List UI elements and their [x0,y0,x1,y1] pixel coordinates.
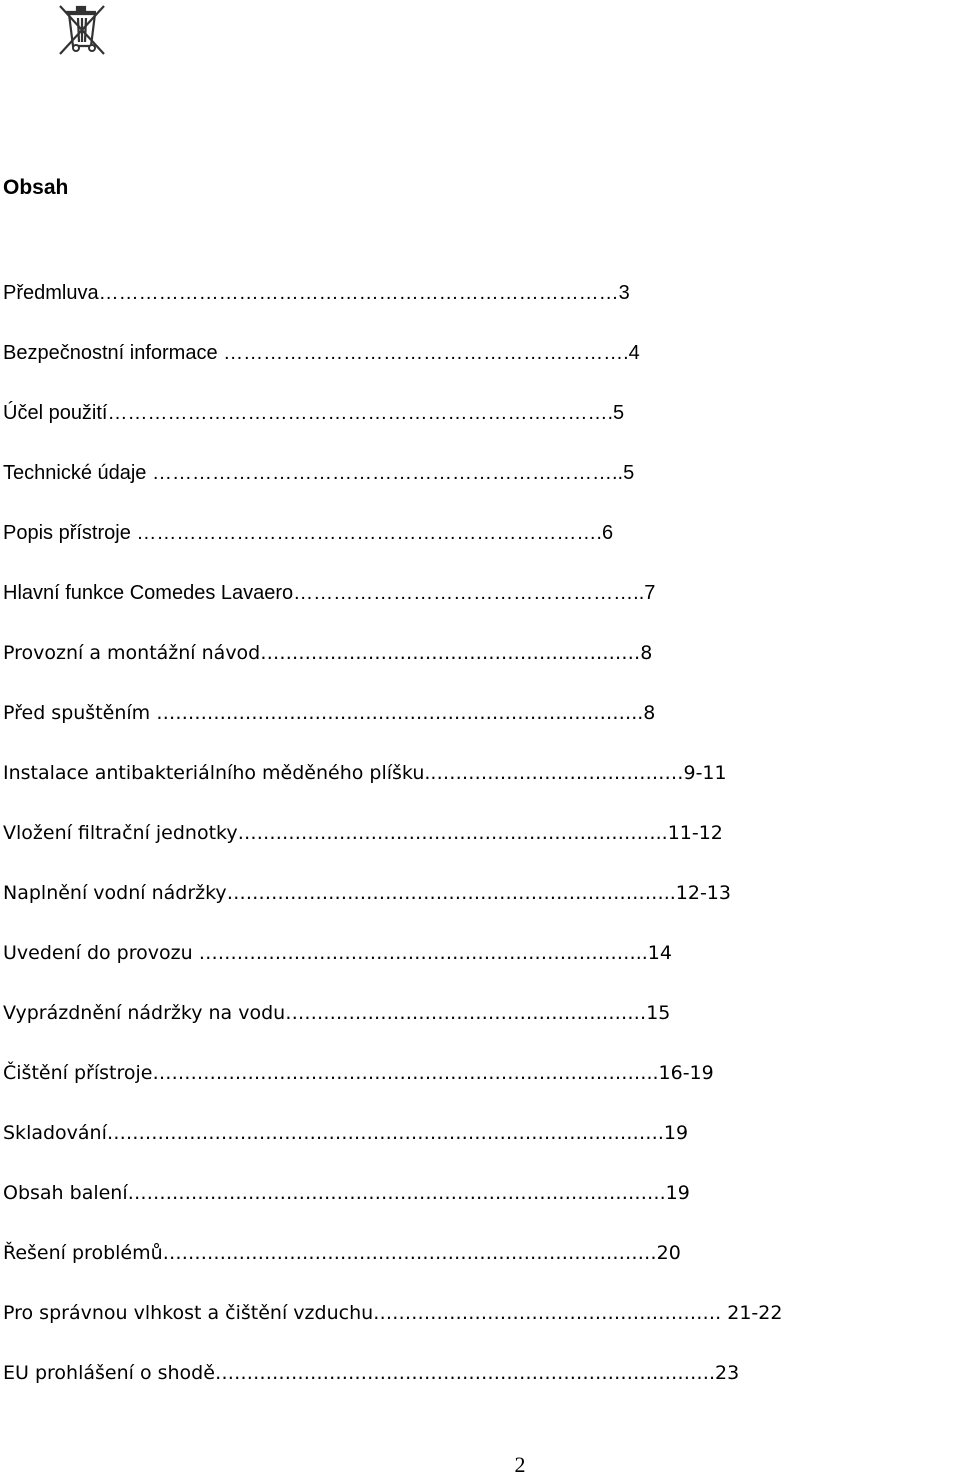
toc-entry-page: 9-11 [683,762,727,784]
toc-entry-label: Popis přístroje [3,522,137,544]
toc-entry-label: Vyprázdnění nádržky na vodu [3,1002,286,1024]
toc-entry-page: .19 [659,1182,690,1204]
toc-entry-leader: ………………………………………………… [285,1002,647,1024]
toc-entry[interactable] [3,1119,953,1179]
toc-entry-page: ..11-12 [655,822,723,844]
toc-entry-label: Naplnění vodní nádržky [3,882,227,904]
toc-entry-leader: …………………………………………………………………………… [106,1122,658,1144]
toc-entry-label: Provozní a montážní návod [3,642,261,664]
toc-entry-leader: …………………………………………… [293,582,634,604]
toc-entry-page: . 21-22 [715,1302,783,1324]
toc-entry-page: 3 [618,282,630,304]
toc-entry-leader: …………………………………………………… [260,642,641,664]
toc-entry-page: 8 [640,642,653,664]
toc-entry-label: Skladování [3,1122,107,1144]
toc-entry-leader: …………………………………………………………………… [214,1362,709,1384]
toc-entry-label: EU prohlášení o shodě [3,1362,215,1384]
toc-entry-leader: ………………………………… [436,762,684,784]
toc-entry[interactable] [3,399,953,459]
toc-entry-leader: …………………………………………………… [223,342,624,364]
toc-entry-page: ..8 [631,702,656,724]
toc-entry-label: Hlavní funkce Comedes Lavaero [3,582,294,604]
toc-entry[interactable] [3,759,953,819]
toc-entry-page: ..14 [635,942,672,964]
toc-entry-label: Technické údaje [3,462,152,484]
toc-entry-leader: ………………………………………………………………………… [127,1182,660,1204]
toc-entry-leader: …………………………………………………………………… [162,1242,657,1264]
toc-entry-page: .4 [623,342,640,364]
toc-entry[interactable] [3,939,953,999]
toc-entry[interactable] [3,639,953,699]
toc-entry-leader: …………………………………………………………………… [152,1062,647,1084]
toc-entry-label: Uvedení do provozu [3,942,199,964]
toc-entry-page: 15 [646,1002,671,1024]
crossed-out-wheelie-bin-icon [52,2,112,58]
toc-entry-label: Bezpečnostní informace [3,342,224,364]
toc-entry-page: .19 [657,1122,689,1144]
toc-entry-leader: …………………………………………………………… [136,522,597,544]
toc-entry-leader: …………………………………………………………………… [98,282,619,304]
toc-entry[interactable] [3,699,953,759]
toc-entry-label: Před spuštěním [3,702,157,724]
toc-entry-label: Obsah balení [3,1182,128,1204]
toc-entry-leader: …………………………………………………………… [198,942,636,964]
toc-entry[interactable] [3,819,953,879]
toc-entry[interactable] [3,519,953,579]
toc-entry[interactable] [3,1239,953,1299]
toc-entry-label: Řešení problémů [3,1242,163,1264]
toc-entry-leader: ………………………………………………………………… [107,402,608,424]
toc-entry-label: Vložení filtrační jednotky [3,822,238,844]
toc-entry-page: ..7 [633,582,656,604]
page-number: 2 [514,1452,526,1477]
toc-entry-label: Účel použití [3,402,108,424]
toc-entry-leader: ………………………………………………………… [237,822,656,844]
toc-entry-leader: …………………………………………………………… [226,882,664,904]
toc-entry-page: ..5 [611,462,635,484]
toc-entry[interactable] [3,579,953,639]
toc-entry-leader: …………………………………………………………… [151,462,612,484]
toc-entry-page: ..12-13 [663,882,731,904]
toc-entry[interactable] [3,1179,953,1239]
table-of-contents [3,279,953,1419]
toc-entry-page: .5 [607,402,625,424]
toc-entry[interactable] [3,1359,953,1419]
toc-entry-leader: ………………………………………………………………… [156,702,632,724]
toc-entry[interactable] [3,1299,953,1359]
toc-entry-leader: ……………………………………………… [373,1302,716,1324]
toc-entry-page: 20 [656,1242,681,1264]
toc-entry-page: .6 [596,522,614,544]
toc-entry-label: Čištění přístroje [3,1062,153,1084]
toc-entry[interactable] [3,279,953,339]
toc-entry-label: Instalace antibakteriálního měděného plíšku.. [3,762,437,784]
toc-entry-page: ..16-19 [646,1062,714,1084]
toc-entry[interactable] [3,1059,953,1119]
toc-entry[interactable] [3,339,953,399]
toc-entry[interactable] [3,879,953,939]
toc-entry-label: Pro správnou vlhkost a čištění vzduchu [3,1302,374,1324]
toc-entry[interactable] [3,999,953,1059]
toc-entry-label: Předmluva [3,282,99,304]
page-title: Obsah [3,176,69,199]
toc-entry-page: .23 [708,1362,740,1384]
toc-entry[interactable] [3,459,953,519]
